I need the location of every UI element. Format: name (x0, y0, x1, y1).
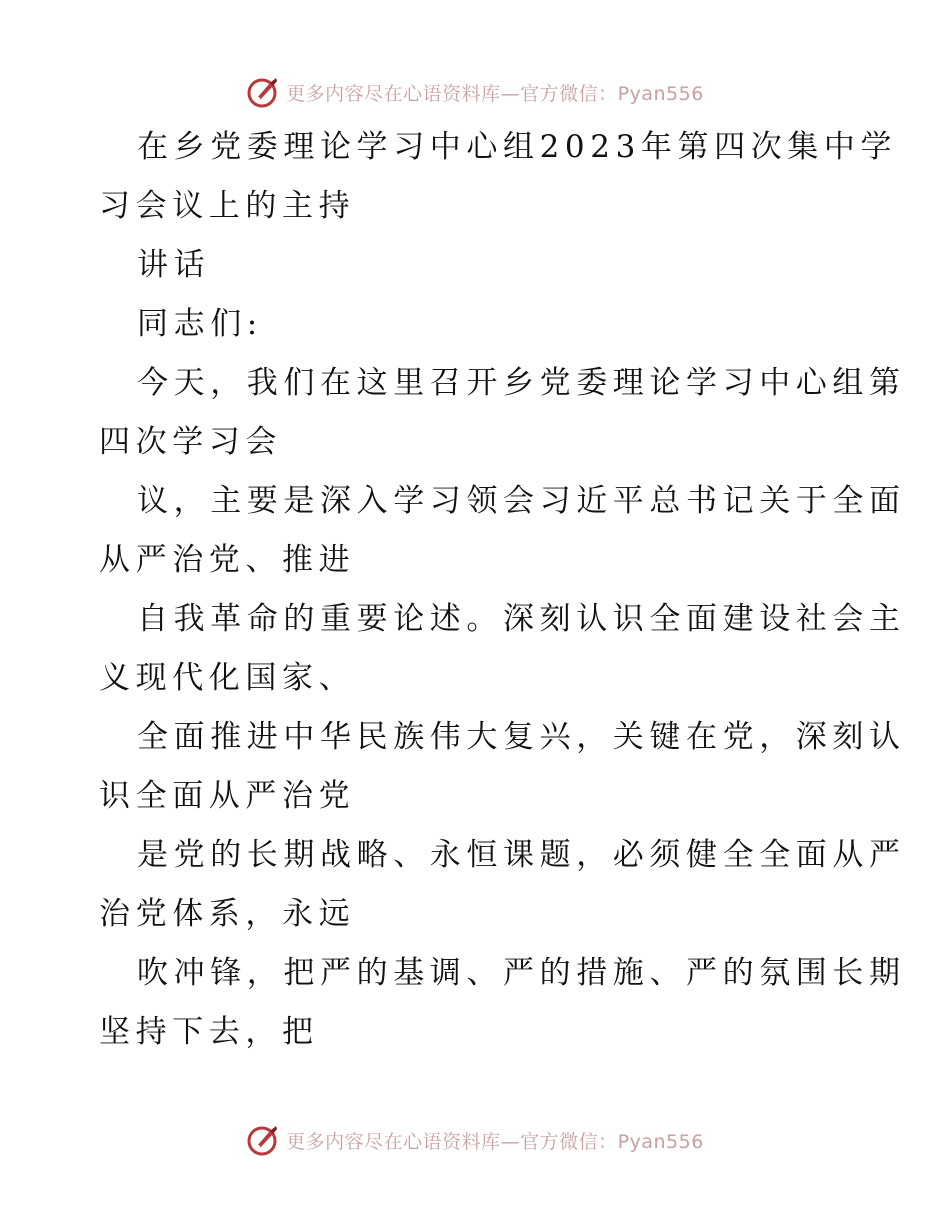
text-line: 义现代化国家、 (99, 660, 356, 696)
text-line: 四次学习会 (99, 424, 282, 460)
document-body (99, 118, 906, 1062)
footer-watermark-banner (0, 1120, 950, 1160)
header-watermark-banner (0, 72, 950, 112)
text-line: 今天，我们在这里召开乡党委理论学习中心组第 (137, 365, 906, 401)
text-line: 治党体系，永远 (99, 896, 356, 932)
text-line: 讲话 (137, 247, 211, 283)
quill-logo-icon (246, 1123, 280, 1157)
banner-text: 更多内容尽在心语资料库—官方微信：Pyan556 (286, 82, 704, 105)
quill-logo-icon (246, 75, 280, 109)
banner-text: 更多内容尽在心语资料库—官方微信：Pyan556 (286, 1130, 704, 1153)
text-line: 坚持下去，把 (99, 1014, 319, 1050)
text-line: 全面推进中华民族伟大复兴，关键在党，深刻认 (137, 719, 906, 755)
text-line: 习会议上的主持 (99, 188, 356, 224)
text-line: 是党的长期战略、永恒课题，必须健全全面从严 (137, 837, 906, 873)
text-line: 吹冲锋，把严的基调、严的措施、严的氛围长期 (137, 955, 906, 991)
text-line: 在乡党委理论学习中心组2023年第四次集中学 (137, 129, 898, 165)
text-line: 识全面从严治党 (99, 778, 356, 814)
text-line: 议，主要是深入学习领会习近平总书记关于全面 (137, 483, 906, 519)
text-line: 同志们: (137, 306, 263, 342)
text-line: 自我革命的重要论述。深刻认识全面建设社会主 (137, 601, 906, 637)
text-line: 从严治党、推进 (99, 542, 356, 578)
